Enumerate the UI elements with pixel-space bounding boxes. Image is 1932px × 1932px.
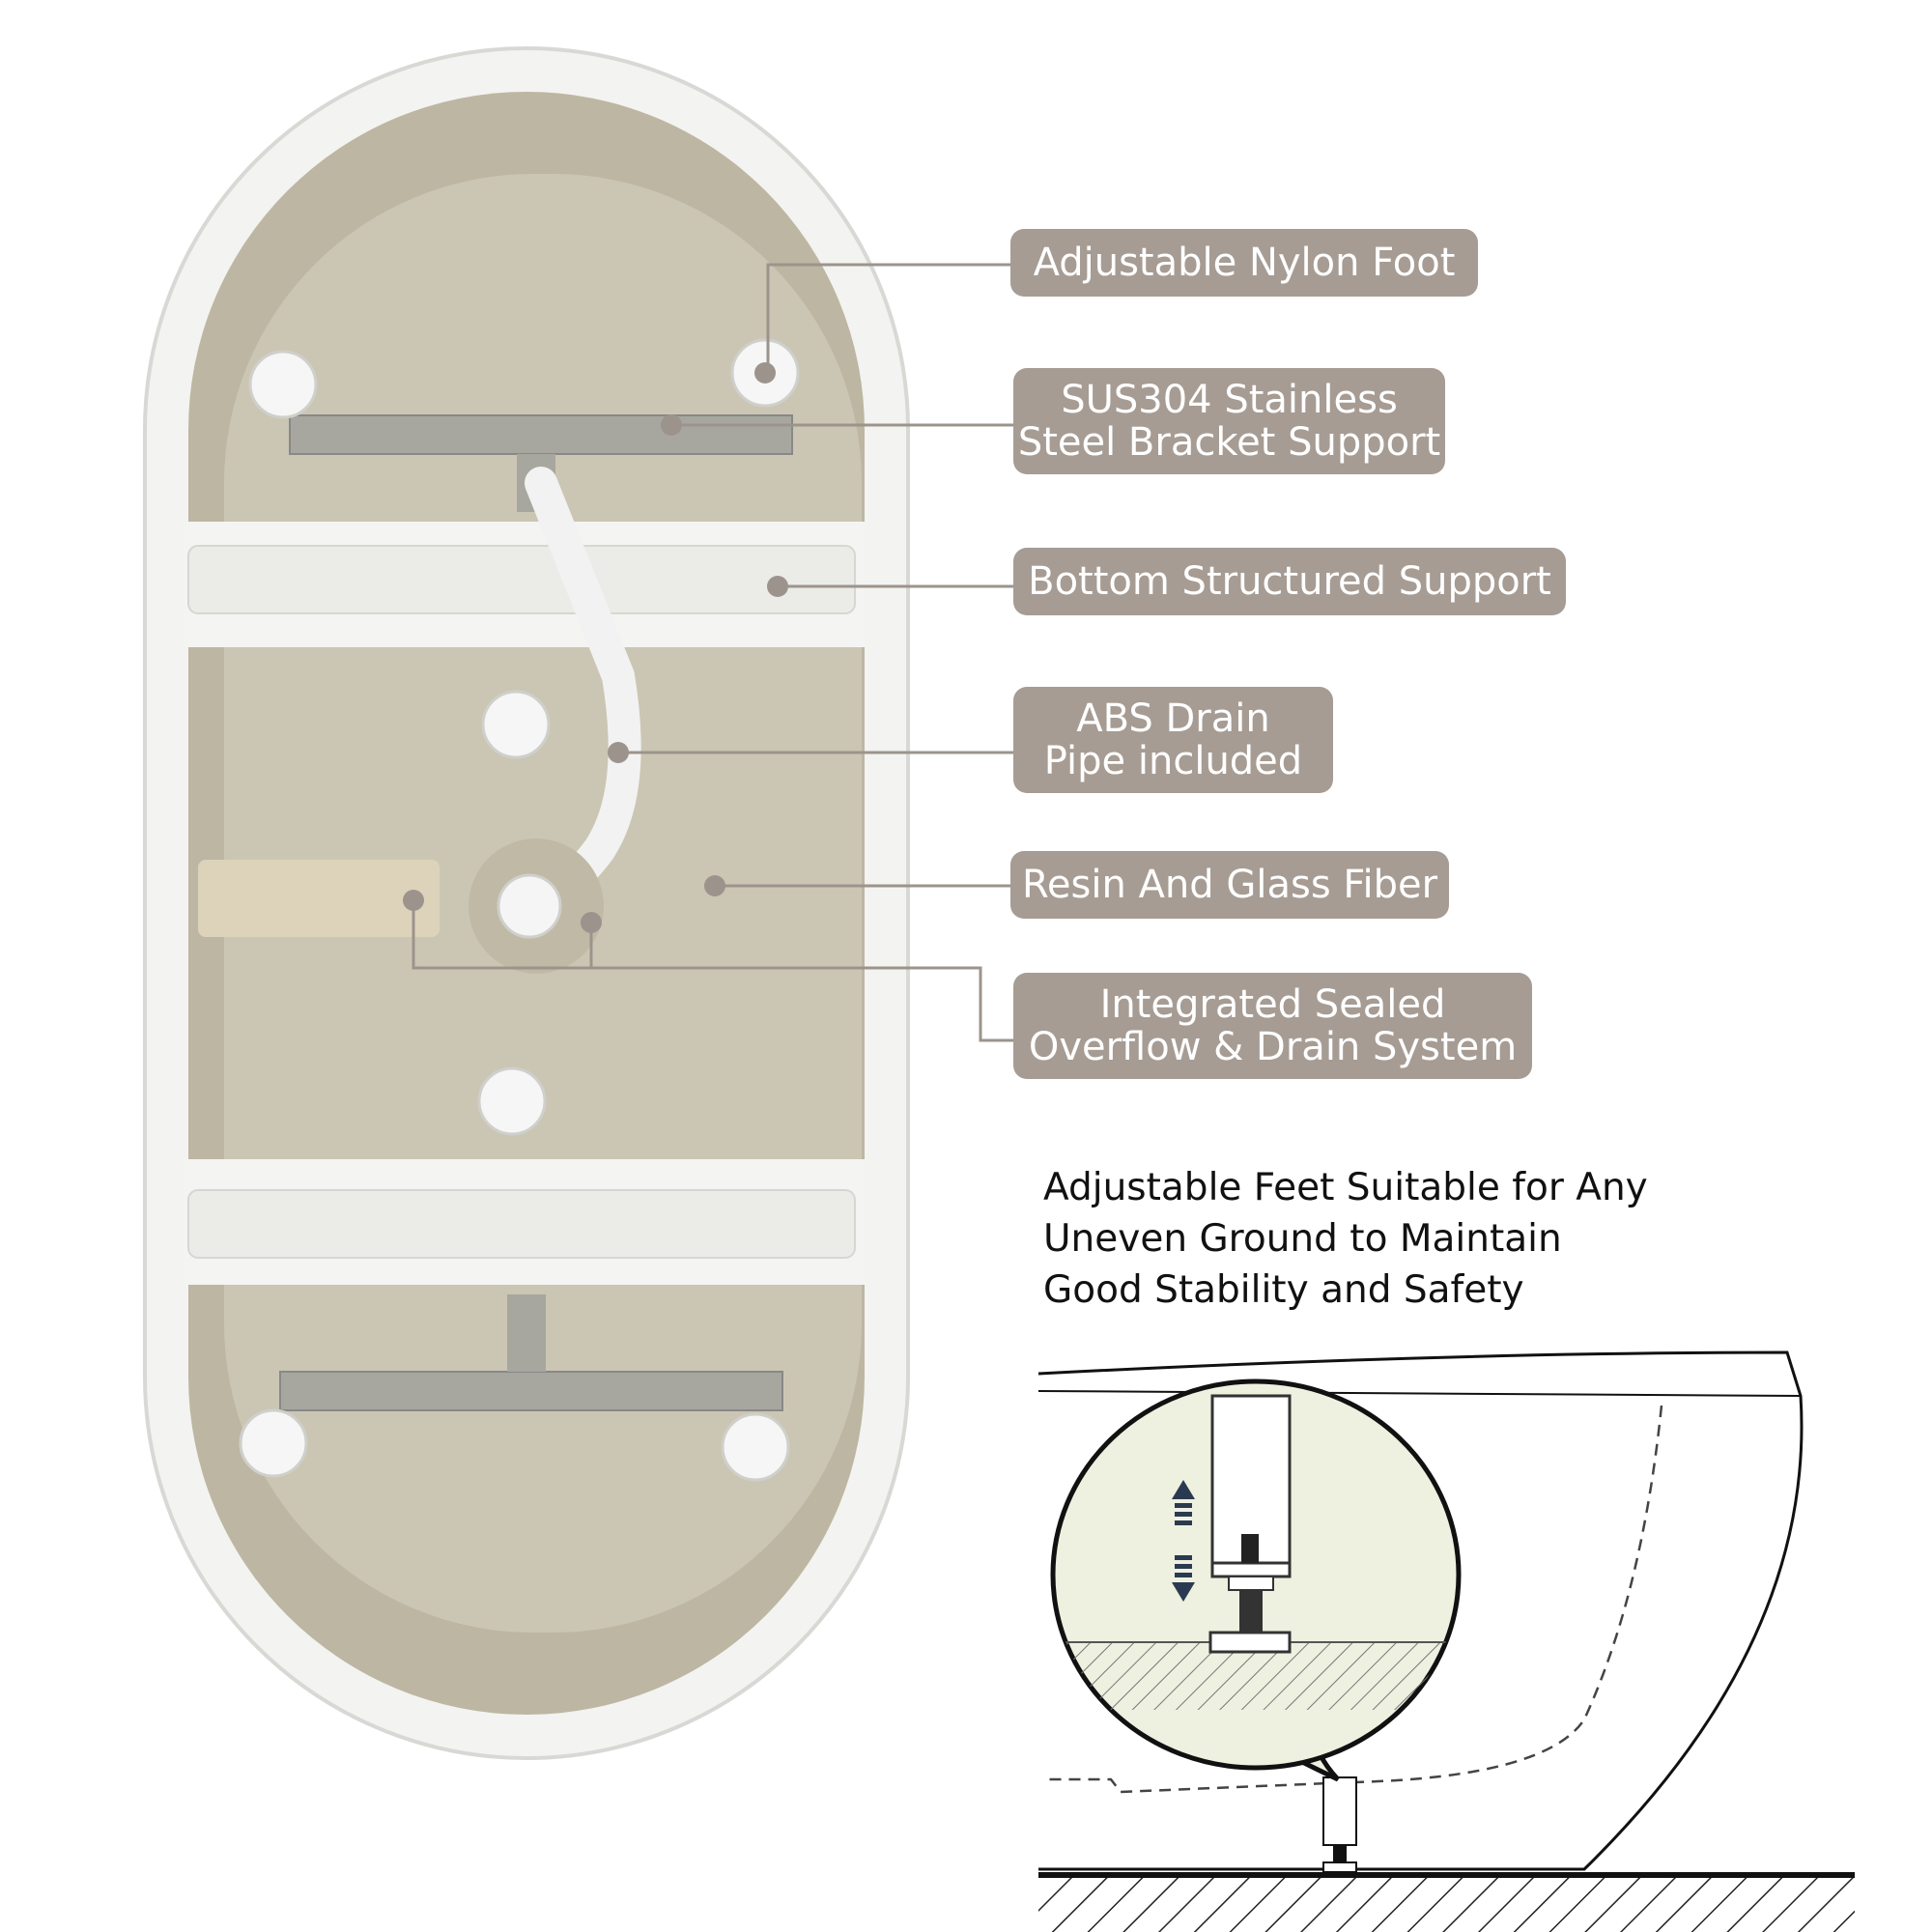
callout-text: Adjustable Nylon Foot [1033, 241, 1456, 285]
callout-bottom-support [1013, 548, 1566, 615]
callout-nylon-foot [1010, 229, 1478, 297]
callout-bracket-support [1013, 368, 1445, 474]
callout-text: Integrated Sealed [1099, 982, 1446, 1027]
leveling-diagram [1038, 1352, 1855, 1932]
callout-drain-pipe [1013, 687, 1333, 793]
callout-text: Pipe included [1043, 739, 1303, 783]
tub-underside [145, 48, 908, 1758]
callout-text: SUS304 Stainless [1061, 378, 1398, 422]
callout-resin-fiber [1010, 851, 1449, 919]
note-line: Good Stability and Safety [1043, 1268, 1524, 1312]
callout-text: Steel Bracket Support [1017, 420, 1441, 465]
callout-text: Resin And Glass Fiber [1021, 863, 1438, 907]
note-line: Uneven Ground to Maintain [1043, 1217, 1562, 1261]
note-line: Adjustable Feet Suitable for Any [1043, 1166, 1648, 1209]
callout-text: ABS Drain [1076, 696, 1270, 741]
adjustable-feet-note [1043, 1162, 1648, 1316]
callout-overflow-drain [1013, 973, 1532, 1079]
callout-text: Overflow & Drain System [1028, 1025, 1518, 1069]
callout-text: Bottom Structured Support [1028, 559, 1551, 604]
